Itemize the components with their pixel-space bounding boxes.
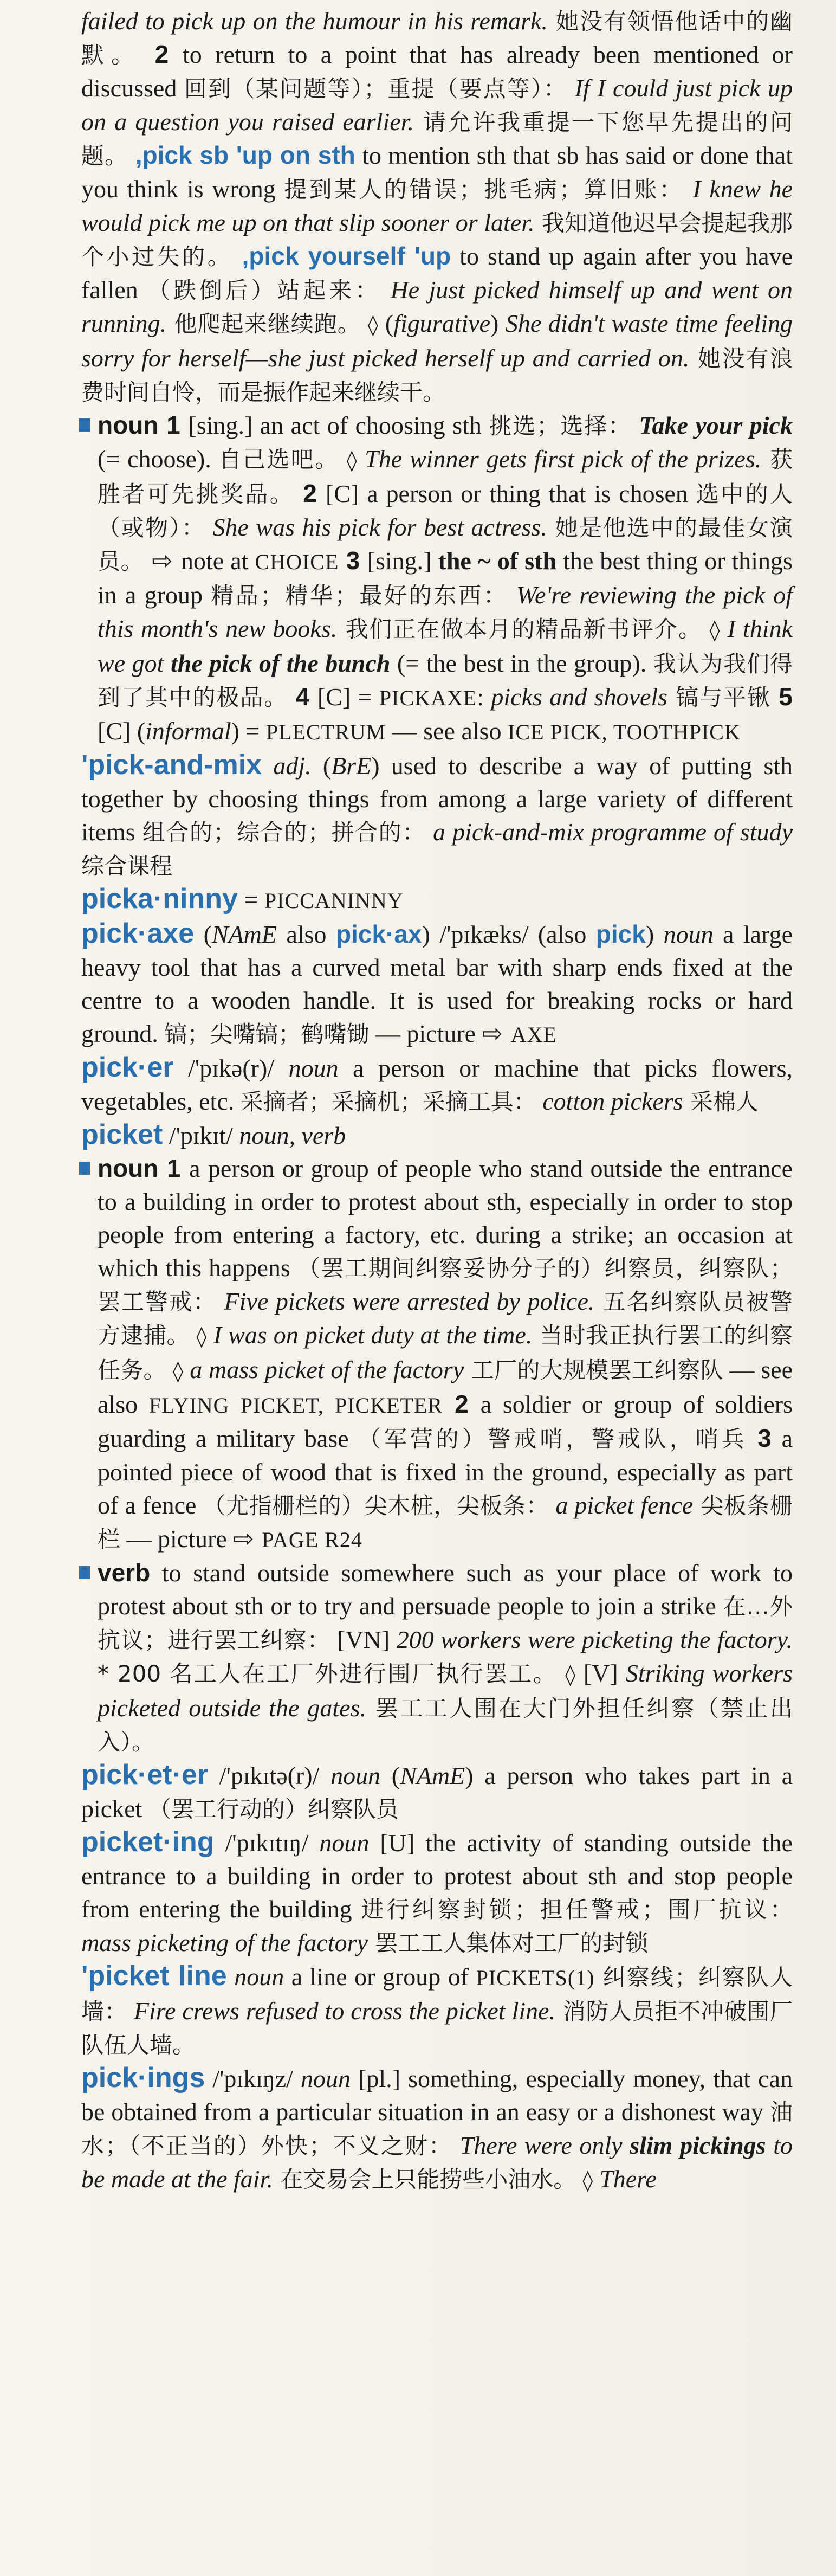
definition-text: [pl.] something, especially money, that can be obtained from a particular situation in an easy or a dishonest way — [81, 2065, 793, 2126]
sense-label: noun — [98, 1154, 159, 1182]
phrasal-verb: pick·ax — [336, 920, 422, 948]
definition-text: ) used to describe a way of putting sth together by choosing things from among a large variety of different items — [81, 752, 793, 846]
chinese-translation: 自己选吧。 — [218, 446, 339, 473]
definition-text: a person or machine that picks flowers, vegetables, etc. — [81, 1054, 793, 1115]
part-of-speech: noun — [288, 1054, 339, 1082]
definition-text: ( — [194, 920, 212, 948]
chinese-translation: 回到（某问题等）；重提（要点等）： — [184, 75, 567, 102]
chinese-translation: 油水；（不正当的）外快；不义之财： — [81, 2099, 793, 2159]
diamond-icon: ◊ — [189, 1324, 213, 1348]
part-of-speech: noun, verb — [239, 1122, 346, 1149]
sense-marker-icon — [79, 418, 90, 432]
definition-text: ) /'pɪkæks/ (also — [422, 920, 596, 948]
definition-text: /'pɪkɪtə(r)/ — [208, 1762, 331, 1789]
definition-text: [U] the activity of standing outside the entrance to a building in order to protest about sth and stop people from entering the building — [81, 1829, 793, 1923]
definition-text: to mention sth that sb has said or done that you think is wrong — [81, 141, 793, 203]
example-text: to be made at the fair. — [81, 2131, 793, 2193]
sense-number: 2 — [140, 40, 183, 68]
definition-text: — picture — [120, 1525, 234, 1553]
cross-reference[interactable]: AXE — [510, 1022, 557, 1047]
definition-text: ) = — [231, 717, 266, 745]
chinese-translation: 采摘者；采摘机；采摘工具： — [240, 1089, 536, 1115]
chinese-translation: 综合课程 — [81, 853, 173, 879]
definition-text: ) — [645, 920, 664, 948]
definition-text: to stand outside somewhere such as your place of work to protest about sth or to try and persuade people to join a strike — [98, 1559, 793, 1620]
part-of-speech: figurative — [393, 310, 491, 337]
part-of-speech: noun — [234, 1963, 284, 1991]
part-of-speech: noun — [301, 2065, 351, 2092]
chinese-translation: 消防人员拒不冲破围厂队伍人墙。 — [81, 1998, 793, 2058]
diamond-icon: ◊ — [576, 2168, 600, 2192]
example-text: She didn't waste time feeling sorry for herself—she just picked herself up and carried on. — [81, 310, 793, 372]
phrasal-verb: pick — [595, 920, 646, 948]
example-text: cotton pickers — [536, 1087, 683, 1115]
chinese-translation: 挑选；选择： — [489, 413, 632, 439]
headword: picket — [81, 1119, 163, 1150]
definition-text: a line or group of — [284, 1963, 476, 1991]
definition-text: [sing.] — [367, 547, 438, 575]
part-of-speech: adj. — [273, 752, 312, 780]
entry-picket-verb — [81, 1556, 793, 1759]
definition-text: /'pɪkɪtɪŋ/ — [214, 1829, 320, 1857]
definition-text: [C] a person or thing that is chosen — [326, 480, 696, 507]
definition-text: [V] — [583, 1659, 626, 1687]
definition-text: note at — [181, 547, 255, 575]
cross-reference[interactable]: CHOICE — [255, 550, 339, 574]
diamond-icon: ◊ — [360, 313, 385, 337]
example-text: I was on picket duty at the time. — [213, 1321, 533, 1349]
bold-phrase: the ~ of sth — [438, 547, 557, 575]
example-text: mass picketing of the factory — [81, 1929, 368, 1956]
sense-marker-icon — [79, 1162, 90, 1175]
chinese-translation: 采棉人 — [683, 1089, 759, 1115]
definition-text: ) — [490, 310, 506, 337]
entry-pick-axe — [81, 917, 793, 1051]
example-text: We're reviewing the pick of this month's new books. — [98, 581, 793, 642]
headword: pick·et·er — [81, 1759, 209, 1791]
definition-text: to stand up again after you have fallen — [81, 242, 793, 304]
chinese-translation: 镐与平锹 — [667, 684, 771, 711]
example-bold-text: slim pickings — [630, 2131, 766, 2159]
example-text: Five pickets were arrested by police. — [217, 1287, 595, 1315]
example-bold-text: the pick of the bunch — [170, 649, 391, 677]
chinese-translation: 罢工工人围在大门外担任纠察（禁止出入）。 — [98, 1695, 793, 1755]
chinese-translation: 请允许我重提一下您早先提出的问题。 — [81, 109, 793, 169]
cross-reference[interactable]: PICKAXE — [379, 686, 477, 710]
definition-text: ( — [380, 1762, 400, 1789]
example-text: a mass picket of the factory — [190, 1356, 464, 1383]
diamond-icon: ◊ — [557, 1663, 584, 1686]
definition-text: — picture — [369, 1020, 482, 1047]
chinese-translation: 她没有领悟他话中的幽默。 — [81, 8, 793, 68]
example-text: a picket fence — [549, 1491, 694, 1519]
chinese-translation: 尖板条栅栏 — [98, 1492, 793, 1553]
definition-text: /'pɪkɪŋz/ — [205, 2065, 301, 2092]
chinese-translation: （罢工期间纠察妥协分子的）纠察员，纠察队；罢工警戒： — [98, 1255, 793, 1315]
example-text: failed to pick up on the humour in his remark. — [81, 7, 548, 35]
entry-picket-hw — [81, 1118, 793, 1152]
example-text: There were only — [452, 2131, 630, 2159]
definition-text: a large heavy tool that has a curved metal bar with sharp ends fixed at the centre to a wooden handle. It is used for breaking rocks or hard ground. — [81, 920, 793, 1047]
entry-pick-er — [81, 1051, 793, 1118]
definition-text: [sing.] an act of choosing sth — [188, 411, 489, 439]
sense-number: 2 — [443, 1390, 481, 1418]
part-of-speech: BrE — [331, 752, 372, 780]
part-of-speech: NAmE — [211, 920, 277, 948]
definition-text: a person or group of people who stand outside the entrance to a building in order to protest about sth, especially in order to stop people from entering a factory, etc. during a strike; an occasion at which this happens — [98, 1155, 793, 1281]
chinese-translation: 获胜者可先挑奖品。 — [98, 446, 793, 507]
headword: picket·ing — [81, 1826, 215, 1858]
example-text: 200 workers were picketing the factory. — [396, 1626, 793, 1653]
entry-pick-et-er — [81, 1759, 793, 1826]
sense-marker-icon — [79, 1566, 90, 1579]
entry-picket-ing — [81, 1826, 793, 1960]
chinese-translation: 选中的人（或物）： — [98, 481, 793, 541]
definition-text: — see also — [386, 717, 508, 745]
headword: 'picket line — [81, 1960, 227, 1992]
cross-reference[interactable]: PLECTRUM — [265, 720, 386, 744]
definition-text: also — [277, 920, 336, 948]
chinese-translation: 当时我正执行罢工的纠察任务。 — [98, 1322, 793, 1383]
definition-text: [C] ( — [98, 717, 146, 745]
definition-text: a pointed piece of wood that is fixed in the ground, especially as part of a fence — [98, 1425, 793, 1519]
chinese-translation: 他爬起来继续跑。 — [166, 311, 361, 337]
arrow-icon: ⇨ — [233, 1524, 262, 1553]
headword: 'pick-and-mix — [81, 749, 262, 781]
chinese-translation: 组合的；综合的；拼合的： — [142, 819, 426, 846]
headword: picka·ninny — [81, 883, 238, 915]
definition-text: (= choose). — [98, 445, 219, 473]
entry-picket-line — [81, 1960, 793, 2062]
cross-reference[interactable]: ICE PICK, TOOTHPICK — [508, 720, 741, 744]
phrasal-verb: ,pick sb 'up on sth — [128, 141, 355, 169]
definition-text: [C] = — [317, 683, 379, 711]
entry-pick-and-mix — [81, 749, 793, 883]
part-of-speech: informal — [145, 717, 231, 745]
entry-picket-noun — [81, 1152, 793, 1556]
chinese-translation: 在…外抗议；进行罢工纠察： — [98, 1593, 793, 1653]
cross-reference[interactable]: PICCANINNY — [264, 888, 404, 913]
example-text: She was his pick for best actress. — [205, 513, 547, 541]
chinese-translation: 五名纠察队员被警方逮捕。 — [98, 1289, 793, 1349]
sense-number: 3 — [747, 1424, 782, 1452]
diamond-icon: ◊ — [702, 618, 728, 642]
chinese-translation: （跌倒后）站起来： — [147, 277, 381, 304]
definition-text — [262, 752, 273, 780]
example-text: The winner gets first pick of the prizes. — [365, 445, 762, 473]
diamond-icon: ◊ — [339, 448, 365, 472]
example-text: He just picked himself up and went on running. — [81, 276, 793, 337]
chinese-translation: 罢工工人集体对工厂的封锁 — [367, 1930, 649, 1956]
chinese-translation: 进行纠察封锁；担任警戒；围厂抗议： — [361, 1896, 793, 1923]
sense-label: noun — [98, 411, 159, 439]
sense-label: verb — [98, 1559, 151, 1587]
headword: pick·er — [81, 1052, 174, 1083]
sense-number: 2 — [294, 479, 326, 507]
example-text: I think we got — [98, 615, 793, 677]
chinese-translation: * 200 名工人在工厂外进行围厂执行罢工。 — [98, 1660, 558, 1687]
diamond-icon: ◊ — [166, 1359, 190, 1383]
example-bold-text: Take your pick — [632, 411, 793, 439]
headword: pick·axe — [81, 918, 195, 949]
example-text: There — [599, 2165, 657, 2193]
chinese-translation: 纠察线；纠察队人墙： — [81, 1964, 793, 2025]
definition-text: ) a person who takes part in a picket — [81, 1762, 793, 1822]
part-of-speech: noun — [663, 920, 714, 948]
example-text: Striking workers picketed outside the gates. — [98, 1659, 793, 1722]
entry-picka-ninny — [81, 883, 793, 917]
sense-number: 1 — [158, 411, 189, 439]
chinese-translation: （尤指栅栏的）尖木桩，尖板条： — [203, 1492, 549, 1519]
sense-number: 5 — [770, 682, 793, 711]
entry-pick-ings — [81, 2062, 793, 2197]
phrasal-verb: ,pick yourself 'up — [232, 242, 451, 270]
sense-number: 3 — [339, 546, 367, 575]
cross-reference[interactable]: FLYING PICKET, PICKETER — [148, 1393, 443, 1418]
chinese-translation: 工厂的大规模罢工纠察队 — [464, 1357, 723, 1383]
example-text: Fire crews refused to cross the picket line. — [127, 1997, 556, 2025]
chinese-translation: 在交易会上只能捞些小油水。 — [273, 2166, 576, 2193]
definition-text: a soldier or group of soldiers guarding a military base — [98, 1390, 793, 1452]
example-text: If I could just pick up on a question you raised earlier. — [81, 74, 793, 136]
definition-text: ( — [311, 752, 332, 780]
definition-text: to return to a point that has already been mentioned or discussed — [81, 41, 793, 102]
chinese-translation: 她没有浪费时间自怜，而是振作起来继续干。 — [81, 345, 793, 405]
chinese-translation: 我们正在做本月的精品新书评介。 — [337, 616, 702, 642]
definition-text: ( — [385, 310, 394, 337]
example-text: picks and shovels — [491, 683, 668, 711]
entry-pick-noun — [81, 409, 793, 749]
entry-pick-cont — [81, 4, 793, 409]
definition-text: the best thing or things in a group — [98, 547, 793, 609]
headword: pick·ings — [81, 2062, 205, 2094]
part-of-speech: noun — [330, 1762, 381, 1789]
definition-text: = — [237, 886, 264, 913]
part-of-speech: NAmE — [400, 1762, 465, 1789]
chinese-translation: 提到某人的错误；挑毛病；算旧账： — [284, 176, 684, 203]
chinese-translation: 精品；精华；最好的东西： — [211, 582, 508, 609]
part-of-speech: noun — [319, 1829, 370, 1857]
definition-text: /'pɪkɪt/ — [163, 1122, 239, 1149]
chinese-translation: 她是他选中的最佳女演员。 — [98, 514, 793, 575]
example-text: I knew he would pick me up on that slip sooner or later. — [81, 175, 793, 236]
chinese-translation: 我知道他迟早会提起我那个小过失的。 — [81, 210, 793, 270]
definition-text — [227, 1963, 235, 1991]
definition-text: /'pɪkə(r)/ — [173, 1054, 289, 1082]
cross-reference[interactable]: PAGE R24 — [262, 1528, 362, 1552]
definition-text: [VN] — [330, 1626, 397, 1653]
arrow-icon: ⇨ — [482, 1019, 511, 1048]
example-text: a pick-and-mix programme of study — [425, 818, 793, 846]
arrow-icon: ⇨ — [144, 546, 182, 575]
chinese-translation: 镐；尖嘴镐；鹤嘴锄 — [164, 1021, 370, 1047]
chinese-translation: （罢工行动的）纠察队员 — [148, 1796, 399, 1822]
definition-text: (= the best in the group). — [390, 649, 653, 677]
definition-text: — see also — [98, 1356, 793, 1418]
chinese-translation: 我认为我们得到了其中的极品。 — [98, 651, 793, 711]
chinese-translation: （军营的）警戒哨，警戒队，哨兵 — [358, 1426, 748, 1452]
cross-reference[interactable]: PICKETS(1) — [476, 1966, 595, 1990]
sense-number: 4 — [287, 682, 317, 711]
definition-text: : — [477, 683, 491, 711]
sense-number: 1 — [158, 1154, 190, 1182]
